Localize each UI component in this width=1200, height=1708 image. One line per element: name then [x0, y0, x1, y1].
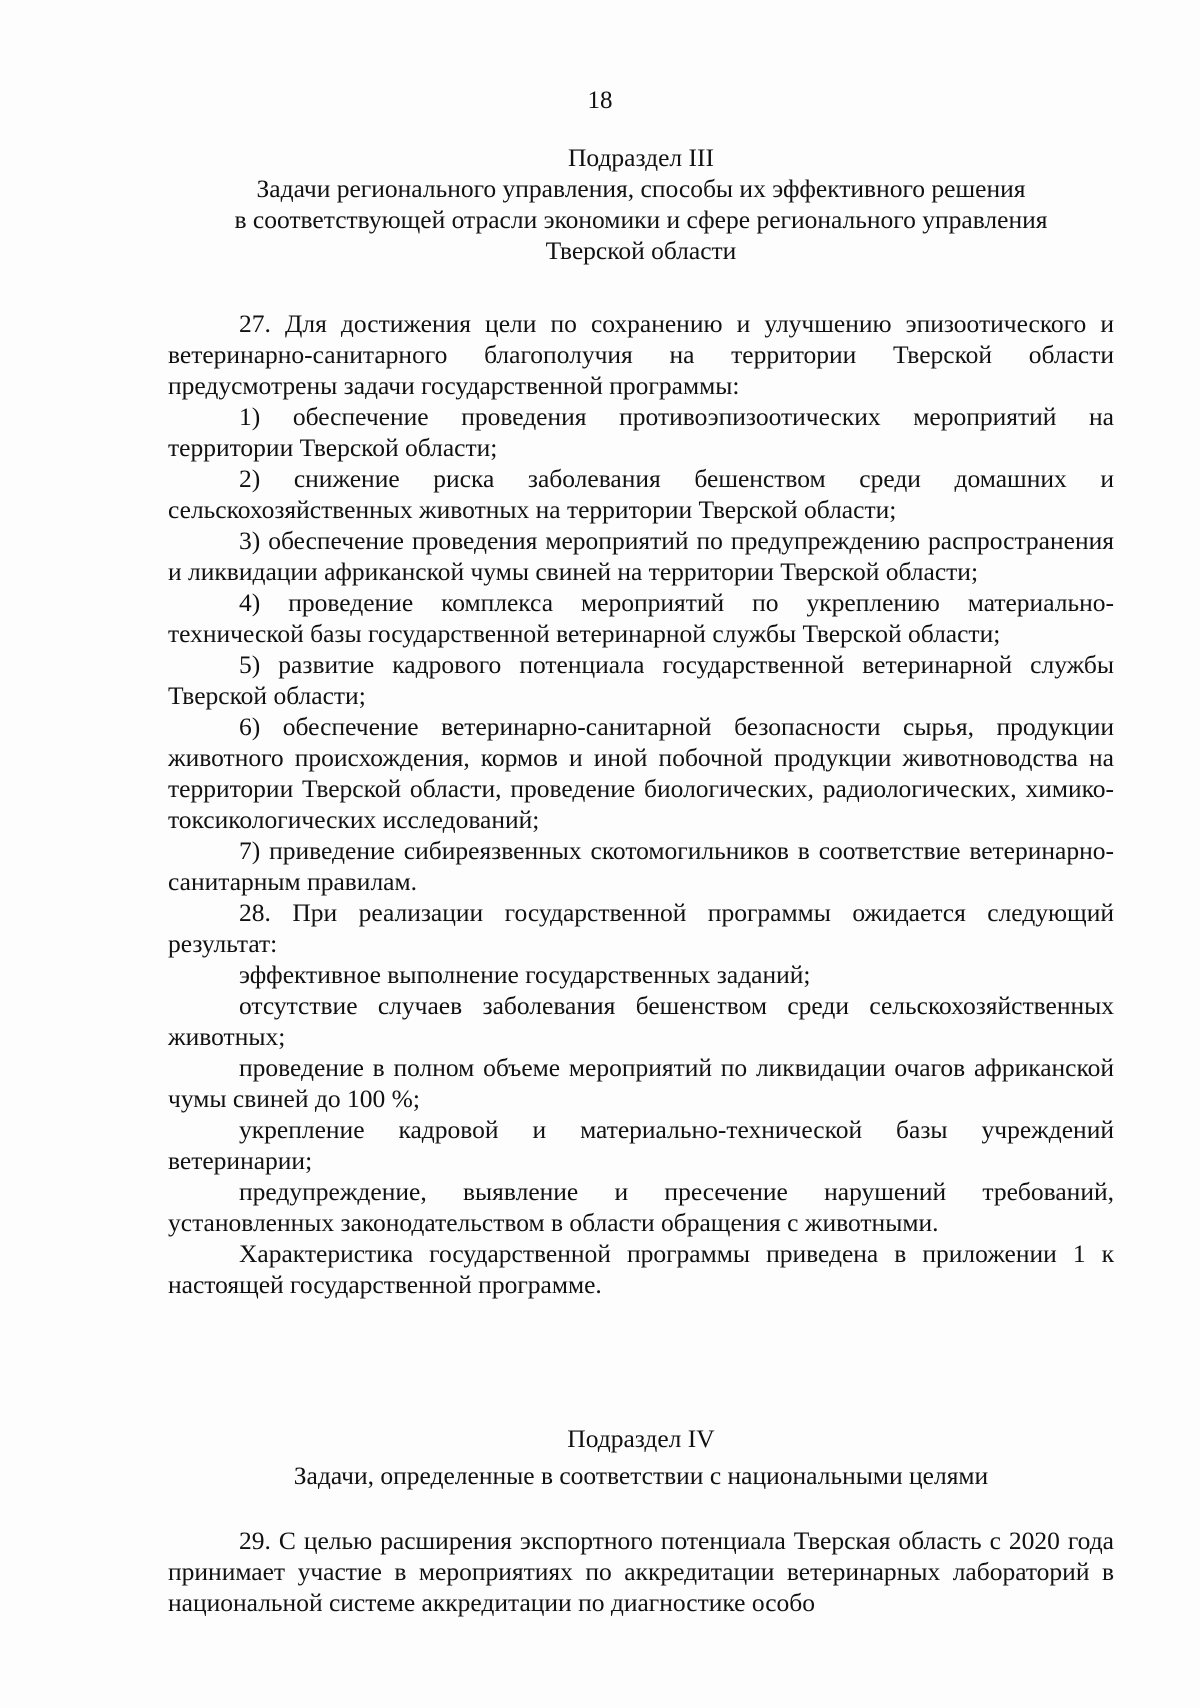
- paragraph: Характеристика государственной программы приведена в приложении 1 к настоящей государственной программе.: [168, 1239, 1114, 1299]
- paragraph: 2) снижение риска заболевания бешенством среди домашних и сельскохозяйственных животных на территории Тверской области;: [168, 464, 1114, 524]
- section-3-body: [168, 308, 1114, 1300]
- paragraph: 28. При реализации государственной программы ожидается следующий результат:: [168, 898, 1114, 958]
- paragraph: 3) обеспечение проведения мероприятий по предупреждению распространения и ликвидации африканской чумы свиней на территории Тверской области;: [168, 526, 1114, 586]
- paragraph: эффективное выполнение государственных заданий;: [239, 960, 811, 989]
- page-number: 18: [587, 87, 613, 114]
- section-4-heading-line: Задачи, определенные в соответствии с национальными целями: [293, 1461, 989, 1490]
- section-4-heading: [168, 1423, 1114, 1491]
- paragraph: 5) развитие кадрового потенциала государственной ветеринарной службы Тверской области;: [168, 650, 1114, 710]
- section-3-heading-line: Задачи регионального управления, способы их эффективного решения: [256, 174, 1026, 203]
- paragraph: 29. С целью расширения экспортного потенциала Тверская область с 2020 года принимает участие в мероприятиях по аккредитации ветеринарных лабораторий в национальной системе аккредитации по диагностике особо: [168, 1526, 1114, 1617]
- section-3-heading-line: в соответствующей отрасли экономики и сфере регионального управления: [234, 205, 1048, 234]
- paragraph: укрепление кадровой и материально-технической базы учреждений ветеринарии;: [168, 1115, 1114, 1175]
- paragraph: 7) приведение сибиреязвенных скотомогильников в соответствие ветеринарно-санитарным правилам.: [168, 836, 1114, 896]
- paragraph: предупреждение, выявление и пресечение нарушений требований, установленных законодательством в области обращения с животными.: [168, 1177, 1114, 1237]
- section-4-title: Подраздел IV: [567, 1424, 715, 1453]
- section-3-heading-line: Тверской области: [545, 236, 737, 265]
- section-3-heading: [168, 142, 1114, 266]
- paragraph: 6) обеспечение ветеринарно-санитарной безопасности сырья, продукции животного происхождения, кормов и иной побочной продукции животноводства на территории Тверской области, проведение биологических, радиологических, химико-токсикологических исследований;: [168, 712, 1114, 834]
- paragraph: 27. Для достижения цели по сохранению и улучшению эпизоотического и ветеринарно-санитарного благополучия на территории Тверской области предусмотрены задачи государственной программы:: [168, 309, 1114, 400]
- paragraph: 1) обеспечение проведения противоэпизоотических мероприятий на территории Тверской области;: [168, 402, 1114, 462]
- paragraph: проведение в полном объеме мероприятий по ликвидации очагов африканской чумы свиней до 100 %;: [168, 1053, 1114, 1113]
- section-4-body: [168, 1525, 1114, 1618]
- paragraph: отсутствие случаев заболевания бешенством среди сельскохозяйственных животных;: [168, 991, 1114, 1051]
- paragraph: 4) проведение комплекса мероприятий по укреплению материально-технической базы государственной ветеринарной службы Тверской области;: [168, 588, 1114, 648]
- section-3-title: Подраздел III: [568, 143, 714, 172]
